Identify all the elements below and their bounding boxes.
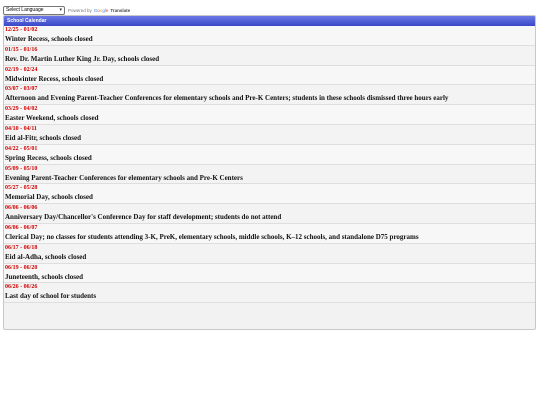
event-description: Clerical Day; no classes for students attending 3-K, PreK, elementary schools, middle schools, K–12 schools, and standalone D75 programs	[5, 232, 419, 241]
calendar-event	[4, 264, 535, 284]
event-date: 03/07 - 03/07	[5, 86, 38, 93]
calendar-event	[4, 184, 535, 204]
translate-link[interactable]: Translate	[110, 7, 131, 13]
language-select-label: Select Language	[6, 7, 44, 13]
school-calendar	[3, 15, 536, 330]
event-description: Spring Recess, schools closed	[5, 153, 92, 162]
event-description: Memorial Day, schools closed	[5, 193, 93, 202]
event-description: Eid al-Adha, schools closed	[5, 252, 87, 261]
event-date: 12/25 - 01/02	[5, 27, 38, 33]
calendar-header: School Calendar	[4, 16, 535, 26]
calendar-event	[4, 145, 535, 165]
calendar-event	[4, 85, 535, 105]
event-date: 06/26 - 06/26	[5, 284, 38, 291]
event-description: Midwinter Recess, schools closed	[5, 74, 104, 83]
event-date: 06/06 - 06/06	[5, 205, 38, 212]
event-date: 04/10 - 04/11	[5, 125, 38, 132]
event-description: Eid al-Fitr, schools closed	[5, 133, 81, 142]
event-date: 02/19 - 02/24	[5, 66, 38, 73]
event-description: Evening Parent-Teacher Conferences for elementary schools and Pre-K Centers	[5, 173, 243, 182]
calendar-event	[4, 26, 535, 46]
calendar-event	[4, 204, 535, 224]
event-list	[4, 26, 535, 303]
powered-by-text: Powered by	[68, 7, 92, 13]
event-description: Winter Recess, schools closed	[5, 35, 93, 43]
event-description: Last day of school for students	[5, 292, 97, 301]
calendar-event	[4, 283, 535, 303]
calendar-event	[4, 105, 535, 125]
event-date: 03/29 - 04/02	[5, 106, 38, 113]
event-date: 01/15 - 01/16	[5, 46, 38, 53]
event-date: 06/06 - 06/07	[5, 224, 38, 231]
calendar-event	[4, 66, 535, 86]
calendar-event	[4, 165, 535, 185]
calendar-event	[4, 244, 535, 264]
event-description: Easter Weekend, schools closed	[5, 114, 99, 123]
event-description: Rev. Dr. Martin Luther King Jr. Day, schools closed	[5, 54, 160, 63]
event-date: 05/09 - 05/10	[5, 165, 38, 172]
google-translate-widget	[3, 5, 130, 15]
google-logo: Google	[93, 7, 109, 13]
calendar-event	[4, 46, 535, 66]
event-description: Juneteenth, schools closed	[5, 272, 83, 281]
event-date: 06/17 - 06/18	[5, 244, 38, 251]
event-description: Anniversary Day/Chancellor's Conference Day for staff development; students do not attend	[5, 213, 282, 222]
powered-by	[68, 8, 130, 13]
event-date: 05/27 - 05/28	[5, 185, 38, 192]
calendar-event	[4, 125, 535, 145]
chevron-down-icon: ▾	[59, 7, 62, 13]
language-select[interactable]	[3, 6, 65, 15]
calendar-event	[4, 224, 535, 244]
event-date: 04/22 - 05/01	[5, 145, 38, 152]
event-description: Afternoon and Evening Parent-Teacher Conferences for elementary schools and Pre-K Centers; students in these schools dismissed three hours early	[5, 94, 449, 103]
event-date: 06/19 - 06/20	[5, 264, 38, 271]
